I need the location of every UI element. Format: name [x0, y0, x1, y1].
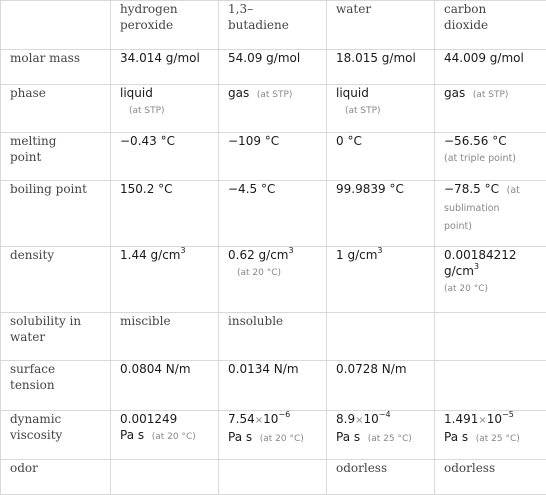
table-cell: 44.009 g/mol — [435, 50, 546, 85]
row-odor — [1, 460, 546, 495]
column-header-line: butadiene — [228, 18, 289, 32]
table-cell — [111, 460, 219, 495]
cell-note: (at 20 °C) — [152, 432, 196, 442]
base: 10 — [363, 412, 378, 426]
table-cell — [327, 85, 435, 133]
table-cell: −0.43 °C — [111, 133, 219, 181]
table-cell — [435, 313, 546, 361]
row-label-line: surface — [10, 362, 55, 376]
row-label — [1, 411, 111, 460]
row-label-line: viscosity — [10, 428, 62, 442]
row-label-line: water — [10, 330, 45, 344]
table-cell — [435, 133, 546, 181]
cell-superscript: 3 — [377, 246, 382, 255]
times-sign: × — [255, 415, 263, 426]
row-label: phase — [1, 85, 111, 133]
column-header-hydrogen-peroxide — [111, 1, 219, 50]
cell-unit: Pa s — [120, 428, 144, 442]
row-label-line: dynamic — [10, 412, 61, 426]
row-melting-point — [1, 133, 546, 181]
table-cell — [219, 247, 327, 313]
table-cell: 0.0804 N/m — [111, 361, 219, 411]
column-header-line: dioxide — [444, 18, 488, 32]
table-cell — [111, 411, 219, 460]
corner-cell — [1, 1, 111, 50]
table-cell: 99.9839 °C — [327, 181, 435, 247]
cell-value: −56.56 °C — [444, 134, 507, 148]
table-cell: 150.2 °C — [111, 181, 219, 247]
column-header-water — [327, 1, 435, 50]
cell-note: (at STP) — [336, 103, 381, 119]
cell-note: (at 20 °C) — [228, 265, 281, 281]
table-cell — [327, 313, 435, 361]
row-label: odor — [1, 460, 111, 495]
table-cell: miscible — [111, 313, 219, 361]
cell-value: 0.62 g/cm — [228, 248, 288, 262]
row-label: boiling point — [1, 181, 111, 247]
column-header-line: water — [336, 2, 371, 16]
table-cell: 0 °C — [327, 133, 435, 181]
base: 10 — [263, 412, 278, 426]
table-cell: odorless — [327, 460, 435, 495]
table-cell: 18.015 g/mol — [327, 50, 435, 85]
row-surface-tension — [1, 361, 546, 411]
cell-value: −78.5 °C — [444, 182, 499, 196]
row-label-line: melting — [10, 134, 56, 148]
row-label — [1, 361, 111, 411]
table-cell: odorless — [435, 460, 546, 495]
table-cell — [327, 411, 435, 460]
cell-superscript: 3 — [180, 246, 185, 255]
table-cell: −4.5 °C — [219, 181, 327, 247]
mantissa: 1.491 — [444, 412, 478, 426]
table-cell — [327, 247, 435, 313]
cell-value: gas — [444, 86, 465, 100]
column-header-line: peroxide — [120, 18, 173, 32]
table-cell — [219, 460, 327, 495]
times-sign: × — [478, 415, 486, 426]
row-label-line: tension — [10, 378, 55, 392]
cell-value: liquid — [120, 86, 153, 100]
mantissa: 8.9 — [336, 412, 355, 426]
mantissa: 7.54 — [228, 412, 255, 426]
table-cell — [435, 411, 546, 460]
table-cell — [435, 247, 546, 313]
exponent: −6 — [278, 410, 290, 419]
cell-value: 0.001249 — [120, 412, 177, 426]
cell-value: 1.44 g/cm — [120, 248, 180, 262]
row-label: molar mass — [1, 50, 111, 85]
cell-value — [336, 412, 391, 426]
table-cell — [435, 85, 546, 133]
row-label: density — [1, 247, 111, 313]
table-cell: 0.0134 N/m — [219, 361, 327, 411]
exponent: −4 — [379, 410, 391, 419]
cell-note: (at STP) — [473, 90, 509, 100]
cell-note: (at STP) — [120, 103, 165, 119]
exponent: −5 — [502, 410, 514, 419]
cell-unit: Pa s — [444, 430, 468, 444]
column-header-line: hydrogen — [120, 2, 178, 16]
cell-unit: Pa s — [228, 430, 252, 444]
cell-value — [228, 412, 290, 426]
cell-unit: Pa s — [336, 430, 360, 444]
column-header-line: 1,3– — [228, 2, 253, 16]
cell-value: g/cm — [444, 264, 474, 278]
table-cell — [111, 247, 219, 313]
cell-value: gas — [228, 86, 249, 100]
base: 10 — [487, 412, 502, 426]
row-phase — [1, 85, 546, 133]
table-cell: −109 °C — [219, 133, 327, 181]
cell-value: 0.00184212 — [444, 248, 517, 262]
table-cell — [219, 85, 327, 133]
table-cell: insoluble — [219, 313, 327, 361]
column-header-line: carbon — [444, 2, 486, 16]
row-dynamic-viscosity — [1, 411, 546, 460]
row-label — [1, 133, 111, 181]
row-label-line: solubility in — [10, 314, 81, 328]
cell-note: (at 25 °C) — [368, 434, 412, 444]
cell-superscript: 3 — [474, 262, 479, 271]
row-solubility — [1, 313, 546, 361]
cell-superscript: 3 — [288, 246, 293, 255]
cell-note: (at triple point) — [444, 153, 516, 164]
table-cell — [435, 361, 546, 411]
row-molar-mass — [1, 50, 546, 85]
cell-note: (at STP) — [257, 90, 293, 100]
row-boiling-point — [1, 181, 546, 247]
cell-note: (at — [507, 185, 520, 196]
cell-note: (at 20 °C) — [444, 284, 488, 294]
table-cell — [111, 85, 219, 133]
column-header-carbon-dioxide — [435, 1, 546, 50]
table-cell: 34.014 g/mol — [111, 50, 219, 85]
cell-note: sublimation — [444, 203, 500, 214]
cell-value: 1 g/cm — [336, 248, 377, 262]
cell-note: (at 25 °C) — [476, 434, 520, 444]
table-cell: 54.09 g/mol — [219, 50, 327, 85]
times-sign: × — [355, 415, 363, 426]
cell-note: (at 20 °C) — [260, 434, 304, 444]
table-cell — [219, 411, 327, 460]
column-header-butadiene — [219, 1, 327, 50]
header-row — [1, 1, 546, 50]
row-label-line: point — [10, 150, 41, 164]
row-label — [1, 313, 111, 361]
table-cell: 0.0728 N/m — [327, 361, 435, 411]
cell-note: point) — [444, 221, 472, 232]
table-cell — [435, 181, 546, 247]
cell-value: liquid — [336, 86, 369, 100]
cell-value — [444, 412, 514, 426]
row-density — [1, 247, 546, 313]
